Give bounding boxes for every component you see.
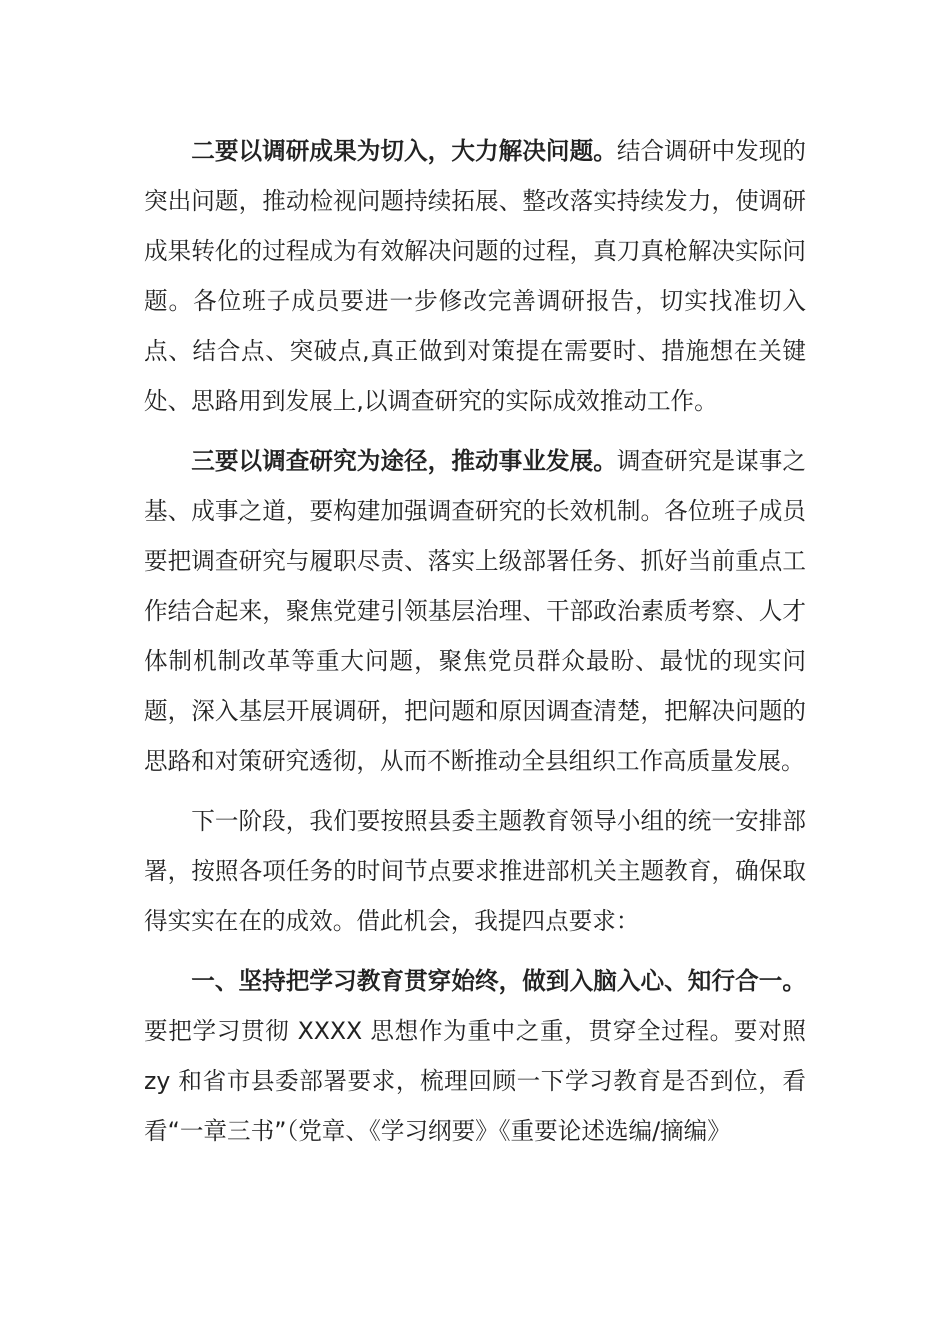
paragraph-body: 下一阶段，我们要按照县委主题教育领导小组的统一安排部署，按照各项任务的时间节点要求推进部机关主题教育，确保取得实实在在的成效。借此机会，我提四点要求： bbox=[144, 807, 806, 935]
paragraph-requirement-1 bbox=[144, 956, 806, 1156]
paragraph-heading: 三要以调查研究为途径，推动事业发展。 bbox=[191, 447, 617, 475]
paragraph-next-stage bbox=[144, 796, 806, 946]
paragraph-3-investigation bbox=[144, 436, 806, 786]
paragraph-heading: 一、坚持把学习教育贯穿始终，做到入脑入心、知行合一。 bbox=[191, 967, 806, 995]
paragraph-body: 要把学习贯彻 XXXX 思想作为重中之重，贯穿全过程。要对照 zy 和省市县委部署要求，梳理回顾一下学习教育是否到位，看看“一章三书”（党章、《学习纲要》《重要论述选编/摘编》 bbox=[144, 1017, 806, 1145]
paragraph-2-research-results bbox=[144, 126, 806, 426]
paragraph-body: 结合调研中发现的突出问题，推动检视问题持续拓展、整改落实持续发力，使调研成果转化的过程成为有效解决问题的过程，真刀真枪解决实际问题。各位班子成员要进一步修改完善调研报告，切实找准切入点、结合点、突破点,真正做到对策提在需要时、措施想在关键处、思路用到发展上,以调查研究的实际成效推动工作。 bbox=[144, 137, 807, 415]
document-page bbox=[144, 126, 806, 1156]
paragraph-body: 调查研究是谋事之基、成事之道，要构建加强调查研究的长效机制。各位班子成员要把调查研究与履职尽责、落实上级部署任务、抓好当前重点工作结合起来，聚焦党建引领基层治理、干部政治素质考察、人才体制机制改革等重大问题，聚焦党员群众最盼、最忧的现实问题，深入基层开展调研，把问题和原因调查清楚，把解决问题的思路和对策研究透彻，从而不断推动全县组织工作高质量发展。 bbox=[144, 447, 807, 775]
paragraph-heading: 二要以调研成果为切入，大力解决问题。 bbox=[191, 137, 617, 165]
